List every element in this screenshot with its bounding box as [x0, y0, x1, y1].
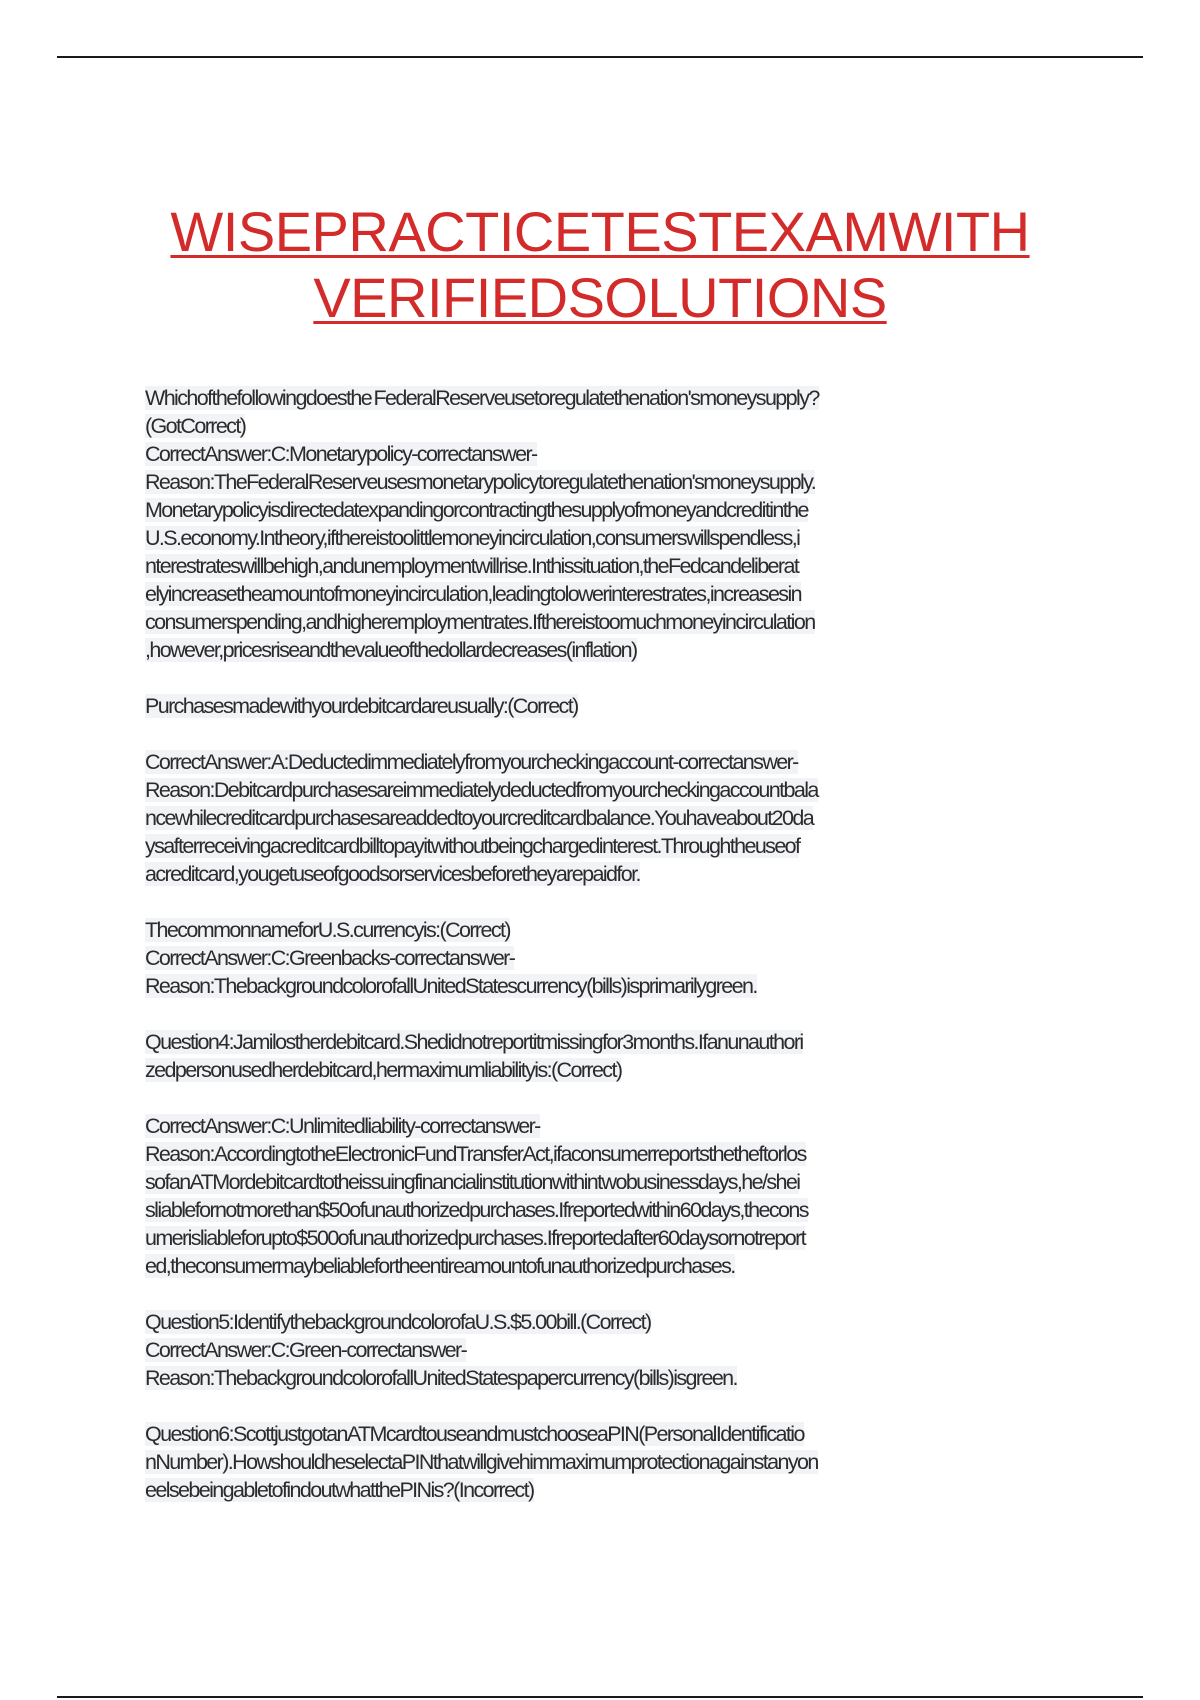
text-line: acreditcard,yougetuseofgoodsorservicesbeforetheyarepaidfor.	[145, 862, 640, 886]
bottom-rule	[57, 1696, 1143, 1698]
qa-block-8	[145, 1420, 1055, 1504]
text-line: nterestrateswillbehigh,andunemploymentwillrise.Inthissituation,theFedcandeliberat	[145, 554, 799, 578]
text-line: zedpersonusedherdebitcard,hermaximumliabilityis:(Correct)	[145, 1058, 622, 1082]
text-line: elyincreasetheamountofmoneyincirculation,leadingtolowerinterestrates,increasesin	[145, 582, 801, 606]
text-line: ThecommonnameforU.S.currencyis:(Correct)	[145, 918, 510, 942]
text-line: (GotCorrect)	[145, 414, 246, 438]
document-title	[80, 200, 1120, 332]
text-line: Purchasesmadewithyourdebitcardareusually:(Correct)	[145, 694, 578, 718]
qa-block-6	[145, 1112, 1055, 1280]
qa-block-4	[145, 916, 1055, 1000]
qa-block-5	[145, 1028, 1055, 1084]
qa-block-3	[145, 748, 1055, 888]
text-line: umerisliableforupto$500ofunauthorizedpurchases.Ifreportedafter60daysornotreport	[145, 1226, 806, 1250]
text-line: CorrectAnswer:C:Greenbacks-correctanswer-	[145, 946, 515, 970]
text-line: sliablefornotmorethan$50ofunauthorizedpurchases.Ifreportedwithin60days,thecons	[145, 1198, 808, 1222]
text-line: eelsebeingabletofindoutwhatthePINis?(Incorrect)	[145, 1478, 534, 1502]
text-line: nNumber).HowshouldheselectaPINthatwillgivehimmaximumprotectionagainstanyon	[145, 1450, 818, 1474]
text-line: ,however,pricesriseandthevalueofthedollardecreases(inflation)	[145, 638, 637, 662]
text-line: Reason:ThebackgroundcolorofallUnitedStatescurrency(bills)isprimarilygreen.	[145, 974, 757, 998]
qa-block-7	[145, 1308, 1055, 1392]
text-line: CorrectAnswer:A:Deductedimmediatelyfromyourcheckingaccount-correctanswer-	[145, 750, 798, 774]
text-line: ysafterreceivingacreditcardbilltopayitwithoutbeingchargedinterest.Throughtheuseof	[145, 834, 800, 858]
text-line: Question4:Jamilostherdebitcard.Shedidnotreportitmissingfor3months.Ifanunauthori	[145, 1030, 803, 1054]
text-line: Question6:ScottjustgotanATMcardtouseandmustchooseaPIN(PersonalIdentificatio	[145, 1422, 804, 1446]
text-line: CorrectAnswer:C:Unlimitedliability-correctanswer-	[145, 1114, 540, 1138]
text-line: Monetarypolicyisdirectedatexpandingorcontractingthesupplyofmoneyandcreditinthe	[145, 498, 808, 522]
text-line: sofanATMordebitcardtotheissuingfinancialinstitutionwithintwobusinessdays,he/shei	[145, 1170, 800, 1194]
text-line: Reason:ThebackgroundcolorofallUnitedStatespapercurrency(bills)isgreen.	[145, 1366, 737, 1390]
top-rule	[57, 56, 1143, 58]
text-line: ncewhilecreditcardpurchasesareaddedtoyourcreditcardbalance.Youhaveabout20da	[145, 806, 814, 830]
title-line-2: VERIFIEDSOLUTIONS	[313, 266, 887, 329]
text-line: Reason:TheFederalReserveusesmonetarypolicytoregulatethenation'smoneysupply.	[145, 470, 816, 494]
qa-block-2	[145, 692, 1055, 720]
text-line: Reason:Debitcardpurchasesareimmediatelydeductedfromyourcheckingaccountbala	[145, 778, 818, 802]
document-body	[145, 384, 1055, 1532]
text-line: U.S.economy.Intheory,ifthereistoolittlemoneyincirculation,consumerswillspendless,i	[145, 526, 800, 550]
text-line: Reason:AccordingtotheElectronicFundTransferAct,ifaconsumerreportsthetheftorlos	[145, 1142, 806, 1166]
text-line: Question5:IdentifythebackgroundcolorofaU.S.$5.00bill.(Correct)	[145, 1310, 651, 1334]
qa-block-1	[145, 384, 1055, 664]
text-line: CorrectAnswer:C:Monetarypolicy-correctanswer-	[145, 442, 537, 466]
title-line-1: WISEPRACTICETESTEXAMWITH	[170, 200, 1030, 263]
text-line: ed,theconsumermaybeliablefortheentireamountofunauthorizedpurchases.	[145, 1254, 735, 1278]
text-line: Whichofthefollowingdoesthe FederalReserveusetoregulatethenation'smoneysupply?	[145, 386, 819, 410]
text-line: consumerspending,andhigheremploymentrates.Ifthereistoomuchmoneyincirculation	[145, 610, 815, 634]
text-line: CorrectAnswer:C:Green-correctanswer-	[145, 1338, 467, 1362]
